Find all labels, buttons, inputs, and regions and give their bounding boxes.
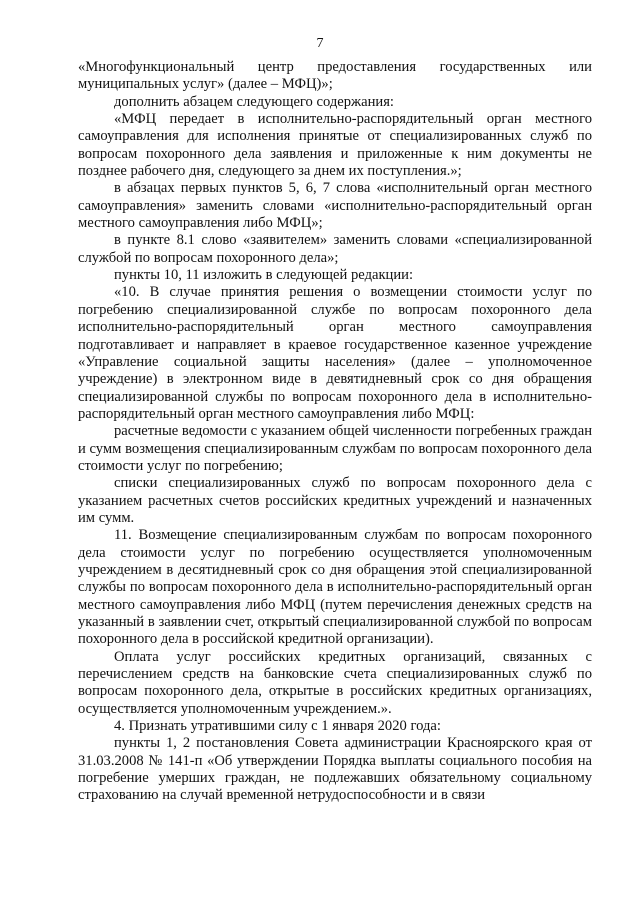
paragraph: 11. Возмещение специализированным службам по вопросам похоронного дела стоимости услуг по погребению осуществляется уполномоченным учреждением в десятидневный срок со дня обращения этой специализированной службы по вопросам похоронного дела в исполнительно-распорядительный орган местного самоуправления либо МФЦ (путем перечисления денежных средств на указанный в заявлении счет, открытый специализированной службой по вопросам похоронного дела в российской кредитной организации). [78, 527, 592, 648]
paragraph: Оплата услуг российских кредитных организаций, связанных с перечислением средств на банковские счета специализированных служб по вопросам похоронного дела, открытые в российских кредитных организациях, осуществляется уполномоченным учреждением.». [78, 648, 592, 717]
paragraph: списки специализированных служб по вопросам похоронного дела с указанием расчетных счетов российских кредитных учреждений и назначенных им сумм. [78, 475, 592, 526]
paragraph: расчетные ведомости с указанием общей численности погребенных граждан и сумм возмещения специализированным службам по вопросам похоронного дела стоимости услуг по погребению; [78, 423, 593, 474]
paragraph: в абзацах первых пунктов 5, 6, 7 слова «исполнительный орган местного самоуправления» заменить словами «исполнительно-распорядительный орган местного самоуправления либо МФЦ»; [78, 180, 592, 232]
paragraph: в пункте 8.1 слово «заявителем» заменить словами «специализированной службой по вопросам похоронного дела»; [78, 232, 592, 266]
paragraph: пункты 1, 2 постановления Совета администрации Красноярского края от 31.03.2008 № 141-п «Об утверждении Порядка выплаты социального пособия на погребение умерших граждан, не подлежавших обязательному социальному страхованию на случай временной нетрудоспособности и в связи [78, 735, 592, 804]
paragraph: 4. Признать утратившими силу с 1 января 2020 года: [114, 718, 441, 735]
paragraph: «10. В случае принятия решения о возмещении стоимости услуг по погребению специализированной службе по вопросам похоронного дела исполнительно-распорядительный орган местного самоуправления подготавливает и направляет в краевое государственное казенное учреждение «Управление социальной защиты населения» (далее – уполномоченное учреждение) в электронном виде в девятидневный срок со дня обращения специализированной службы по вопросам похоронного дела в исполнительно-распорядительный орган местного самоуправления либо МФЦ: [78, 284, 592, 422]
paragraph: «МФЦ передает в исполнительно-распорядительный орган местного самоуправления для исполнения принятые от специализированных служб по вопросам похоронного дела заявления и приложенные к ним документы не позднее рабочего дня, следующего за днем их поступления.»; [78, 111, 592, 180]
paragraph: дополнить абзацем следующего содержания: [114, 93, 394, 110]
page-number: 7 [316, 36, 324, 51]
document-body [78, 59, 592, 805]
paragraph: пункты 10, 11 изложить в следующей редакции: [114, 267, 414, 284]
paragraph: «Многофункциональный центр предоставления государственных или муниципальных услуг» (далее – МФЦ)»; [78, 59, 592, 93]
